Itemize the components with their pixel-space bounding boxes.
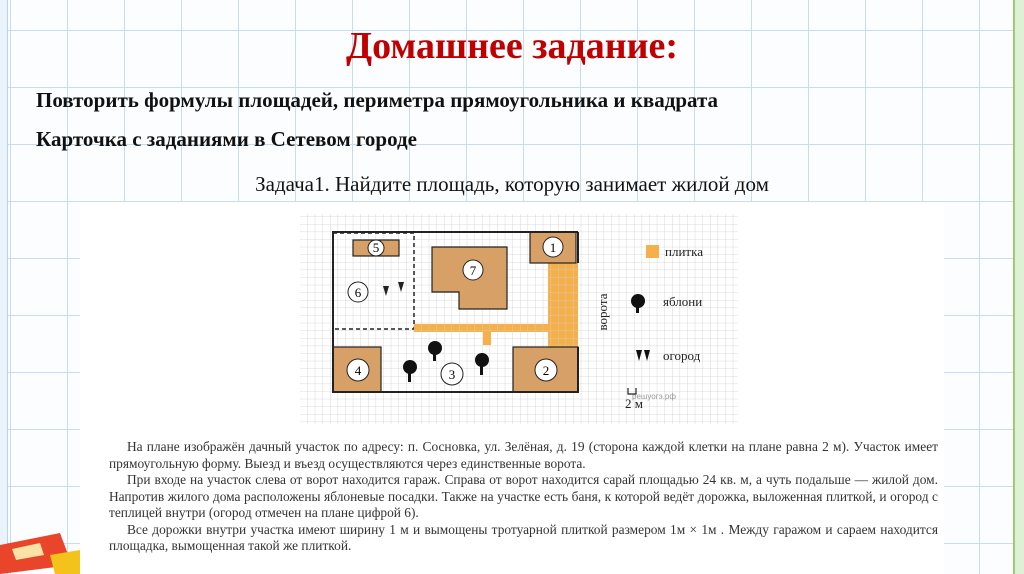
left-border — [0, 0, 8, 574]
homework-line-card: Карточка с заданиями в Сетевом городе — [36, 127, 417, 151]
description-paragraph-2: При входе на участок слева от ворот находится гараж. Справа от ворот находится сарай площадью 24 кв. м, а чуть подальше — жилой дом. Напротив жилого дома расположены яблоневые посадки. Также на участке есть баня, к которой ведёт дорожка, выложенная плиткой, и огород с теплицей внутри (огород отмечен на плане цифрой 6). — [109, 472, 938, 520]
label-2: 2 — [542, 363, 550, 378]
site-plan — [80, 202, 944, 437]
task-panel — [80, 202, 944, 574]
label-5: 5 — [372, 240, 380, 255]
source-label: решуогэ.рф — [632, 392, 676, 401]
label-4: 4 — [354, 363, 362, 378]
legend-apple-label: яблони — [663, 294, 703, 309]
label-6: 6 — [354, 285, 362, 300]
label-3: 3 — [448, 367, 456, 382]
slide-title: Домашнее задание: — [345, 25, 679, 67]
homework-line-formulas: Повторить формулы площадей, периметра прямоугольника и квадрата — [36, 88, 719, 112]
gate-label: ворота — [595, 293, 610, 331]
description-paragraph-1: На плане изображён дачный участок по адресу: п. Сосновка, ул. Зелёная, д. 19 (сторона каждой клетки на плане равна 2 м). Участок имеет прямоугольную форму. Выезд и въезд осуществляются через единственные ворота. — [109, 439, 938, 471]
task-description — [109, 439, 938, 555]
legend-tile-label: плитка — [665, 244, 703, 259]
description-paragraph-3: Все дорожки внутри участка имеют ширину 1 м и вымощены тротуарной плиткой размером 1м × 1м . Между гаражом и сараем находится площадка, вымощенная такой же плиткой. — [109, 521, 938, 553]
scale-label: 2 м — [625, 396, 643, 411]
right-border — [1013, 0, 1024, 574]
label-7: 7 — [469, 263, 477, 278]
legend-garden-label: огород — [663, 348, 701, 363]
label-1: 1 — [549, 240, 557, 255]
legend-tile-swatch — [646, 245, 659, 258]
task-title: Задача1. Найдите площадь, которую занимает жилой дом — [255, 172, 769, 196]
decorative-corner — [0, 515, 80, 574]
